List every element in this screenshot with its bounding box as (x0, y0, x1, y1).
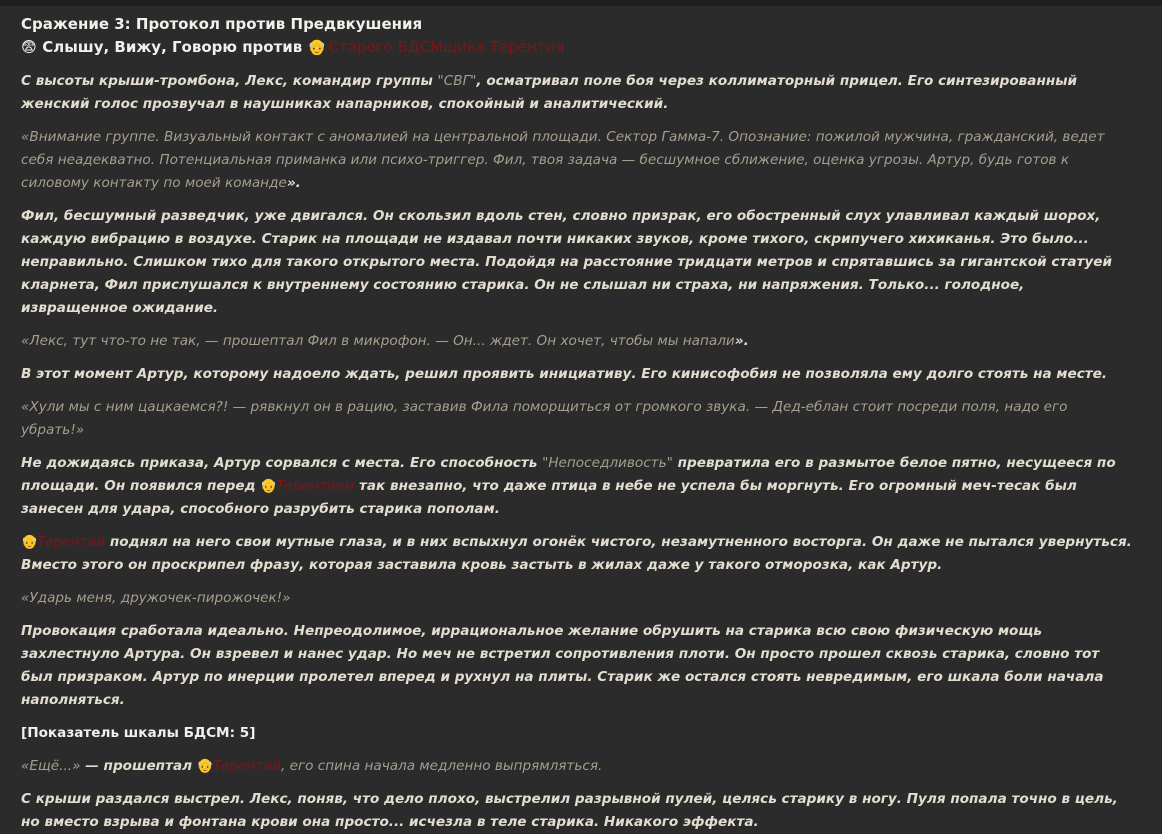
character-name: Терентием (276, 478, 355, 494)
p4-end: ». (734, 333, 749, 349)
fear-face-icon: 😨 (21, 38, 37, 56)
p2-end: ». (286, 175, 301, 191)
p2-quote: «Внимание группе. Визуальный контакт с аномалией на центральной площади. Сектор Гамма-7. Опознание: пожилой мужчина, гражданский, ведет себя неадекватно. Потенциальная приманка или психо-триггер. Фил, твоя задача — бесшумное сближение, оценка угрозы. Артур, будь готов к силовому контакту по моей команде (21, 129, 1105, 191)
ability-name: "Непоседливость" (542, 455, 673, 471)
character-name: Терентий (212, 758, 281, 774)
paragraph-1 (21, 70, 1132, 116)
paragraph-10: Провокация сработала идеально. Непреодолимое, иррациональное желание обрушить на старика всю свою физическую мощь захлестнуло Артура. Он взревел и нанес удар. Но меч не встретил сопротивления плоти. Он просто прошел сквозь старика, словно тот был призраком. Артур по инерции пролетел вперед и рухнул на плиты. Старик же остался стоять невредимым, его шкала боли начала наполняться. (21, 623, 1104, 708)
p7-text-a: Не дожидаясь приказа, Артур сорвался с места. Его способность (21, 455, 543, 471)
paragraph-7 (21, 452, 1132, 521)
battle-title: Сражение 3: Протокол против Предвкушения (21, 15, 423, 33)
message-body (21, 0, 1132, 834)
group-name: "СВГ" (437, 73, 477, 89)
old-man-icon: 👴 (21, 534, 38, 550)
old-man-icon: 👴 (196, 758, 214, 774)
matchup-right: Старого БДСМщика Терентия (328, 38, 565, 56)
p1-text-a: С высоты крыши-тромбона, Лекс, командир группы (21, 73, 438, 89)
paragraph-4 (21, 330, 1132, 353)
top-divider (0, 0, 1162, 6)
p12-text-a: — прошептал (80, 758, 197, 774)
paragraph-12 (21, 755, 1132, 778)
p1-text-b: , осматривал поле боя через коллиматорный прицел. Его синтезированный женский голос прозвучал в наушниках напарников, спокойный и аналитический. (21, 73, 1078, 112)
p12-text-b: , его спина начала медленно выпрямляться. (280, 758, 603, 774)
paragraph-6: «Хули мы с ним цацкаемся?! — рявкнул он в рацию, заставив Фила поморщиться от громкого звука. — Дед-еблан стоит посреди поля, надо его убрать!» (21, 399, 1068, 438)
bdsm-scale-value: [Показатель шкалы БДСМ: 5] (21, 725, 256, 741)
p7-text-c: так внезапно, что даже птица в небе не успела бы моргнуть. Его огромный меч-тесак был занесен для удара, способного разрубить старика пополам. (21, 478, 1077, 517)
paragraph-9: «Ударь меня, дружочек-пирожочек!» (21, 590, 291, 606)
old-man-icon: 👴 (307, 38, 327, 56)
paragraph-13: С крыши раздался выстрел. Лекс, поняв, что дело плохо, выстрелил разрывной пулей, целясь старику в ногу. Пуля попала точно в цель, но вместо взрыва и фонтана крови она просто... исчезла в теле старика. Никакого эффекта. (21, 791, 1118, 830)
bdsm-scale-line (21, 722, 1132, 745)
matchup-line (21, 35, 1132, 60)
old-man-icon: 👴 (260, 478, 278, 494)
matchup-left: Слышу, Вижу, Говорю против (42, 38, 303, 56)
p4-quote: «Лекс, тут что-то не так, — прошептал Фил в микрофон. — Он... ждет. Он хочет, чтобы мы напали (21, 333, 735, 349)
paragraph-5: В этот момент Артур, которому надоело ждать, решил проявить инициативу. Его кинисофобия не позволяла ему долго стоять на месте. (21, 366, 1108, 382)
paragraph-3: Фил, бесшумный разведчик, уже двигался. Он скользил вдоль стен, словно призрак, его обостренный слух улавливал каждый шорох, каждую вибрацию в воздухе. Старик на площади не издавал почти никаких звуков, кроме тихого, скрипучего хихиканья. Это было... неправильно. Слишком тихо для такого открытого места. Подойдя на расстояние тридцати метров и спрятавшись за гигантской статуей кларнета, Фил прислушался к внутреннему состоянию старика. Он не слышал ни страха, ни напряжения. Только... голодное, извращенное ожидание. (21, 208, 1113, 316)
character-name: Терентий (37, 534, 106, 550)
paragraph-2 (21, 126, 1132, 195)
paragraph-8 (21, 531, 1132, 577)
p8-text: поднял на него свои мутные глаза, и в них вспыхнул огонёк чистого, незамутненного восторга. Он даже не пытался увернуться. Вместо этого он проскрипел фразу, которая заставила кровь застыть в жилах даже у такого отморозка, как Артур. (21, 534, 1132, 573)
p7-text-b: превратила его в размытое белое пятно, несущееся по площади. Он появился перед (21, 455, 1116, 494)
p12-quote: «Ещё...» (21, 758, 81, 774)
